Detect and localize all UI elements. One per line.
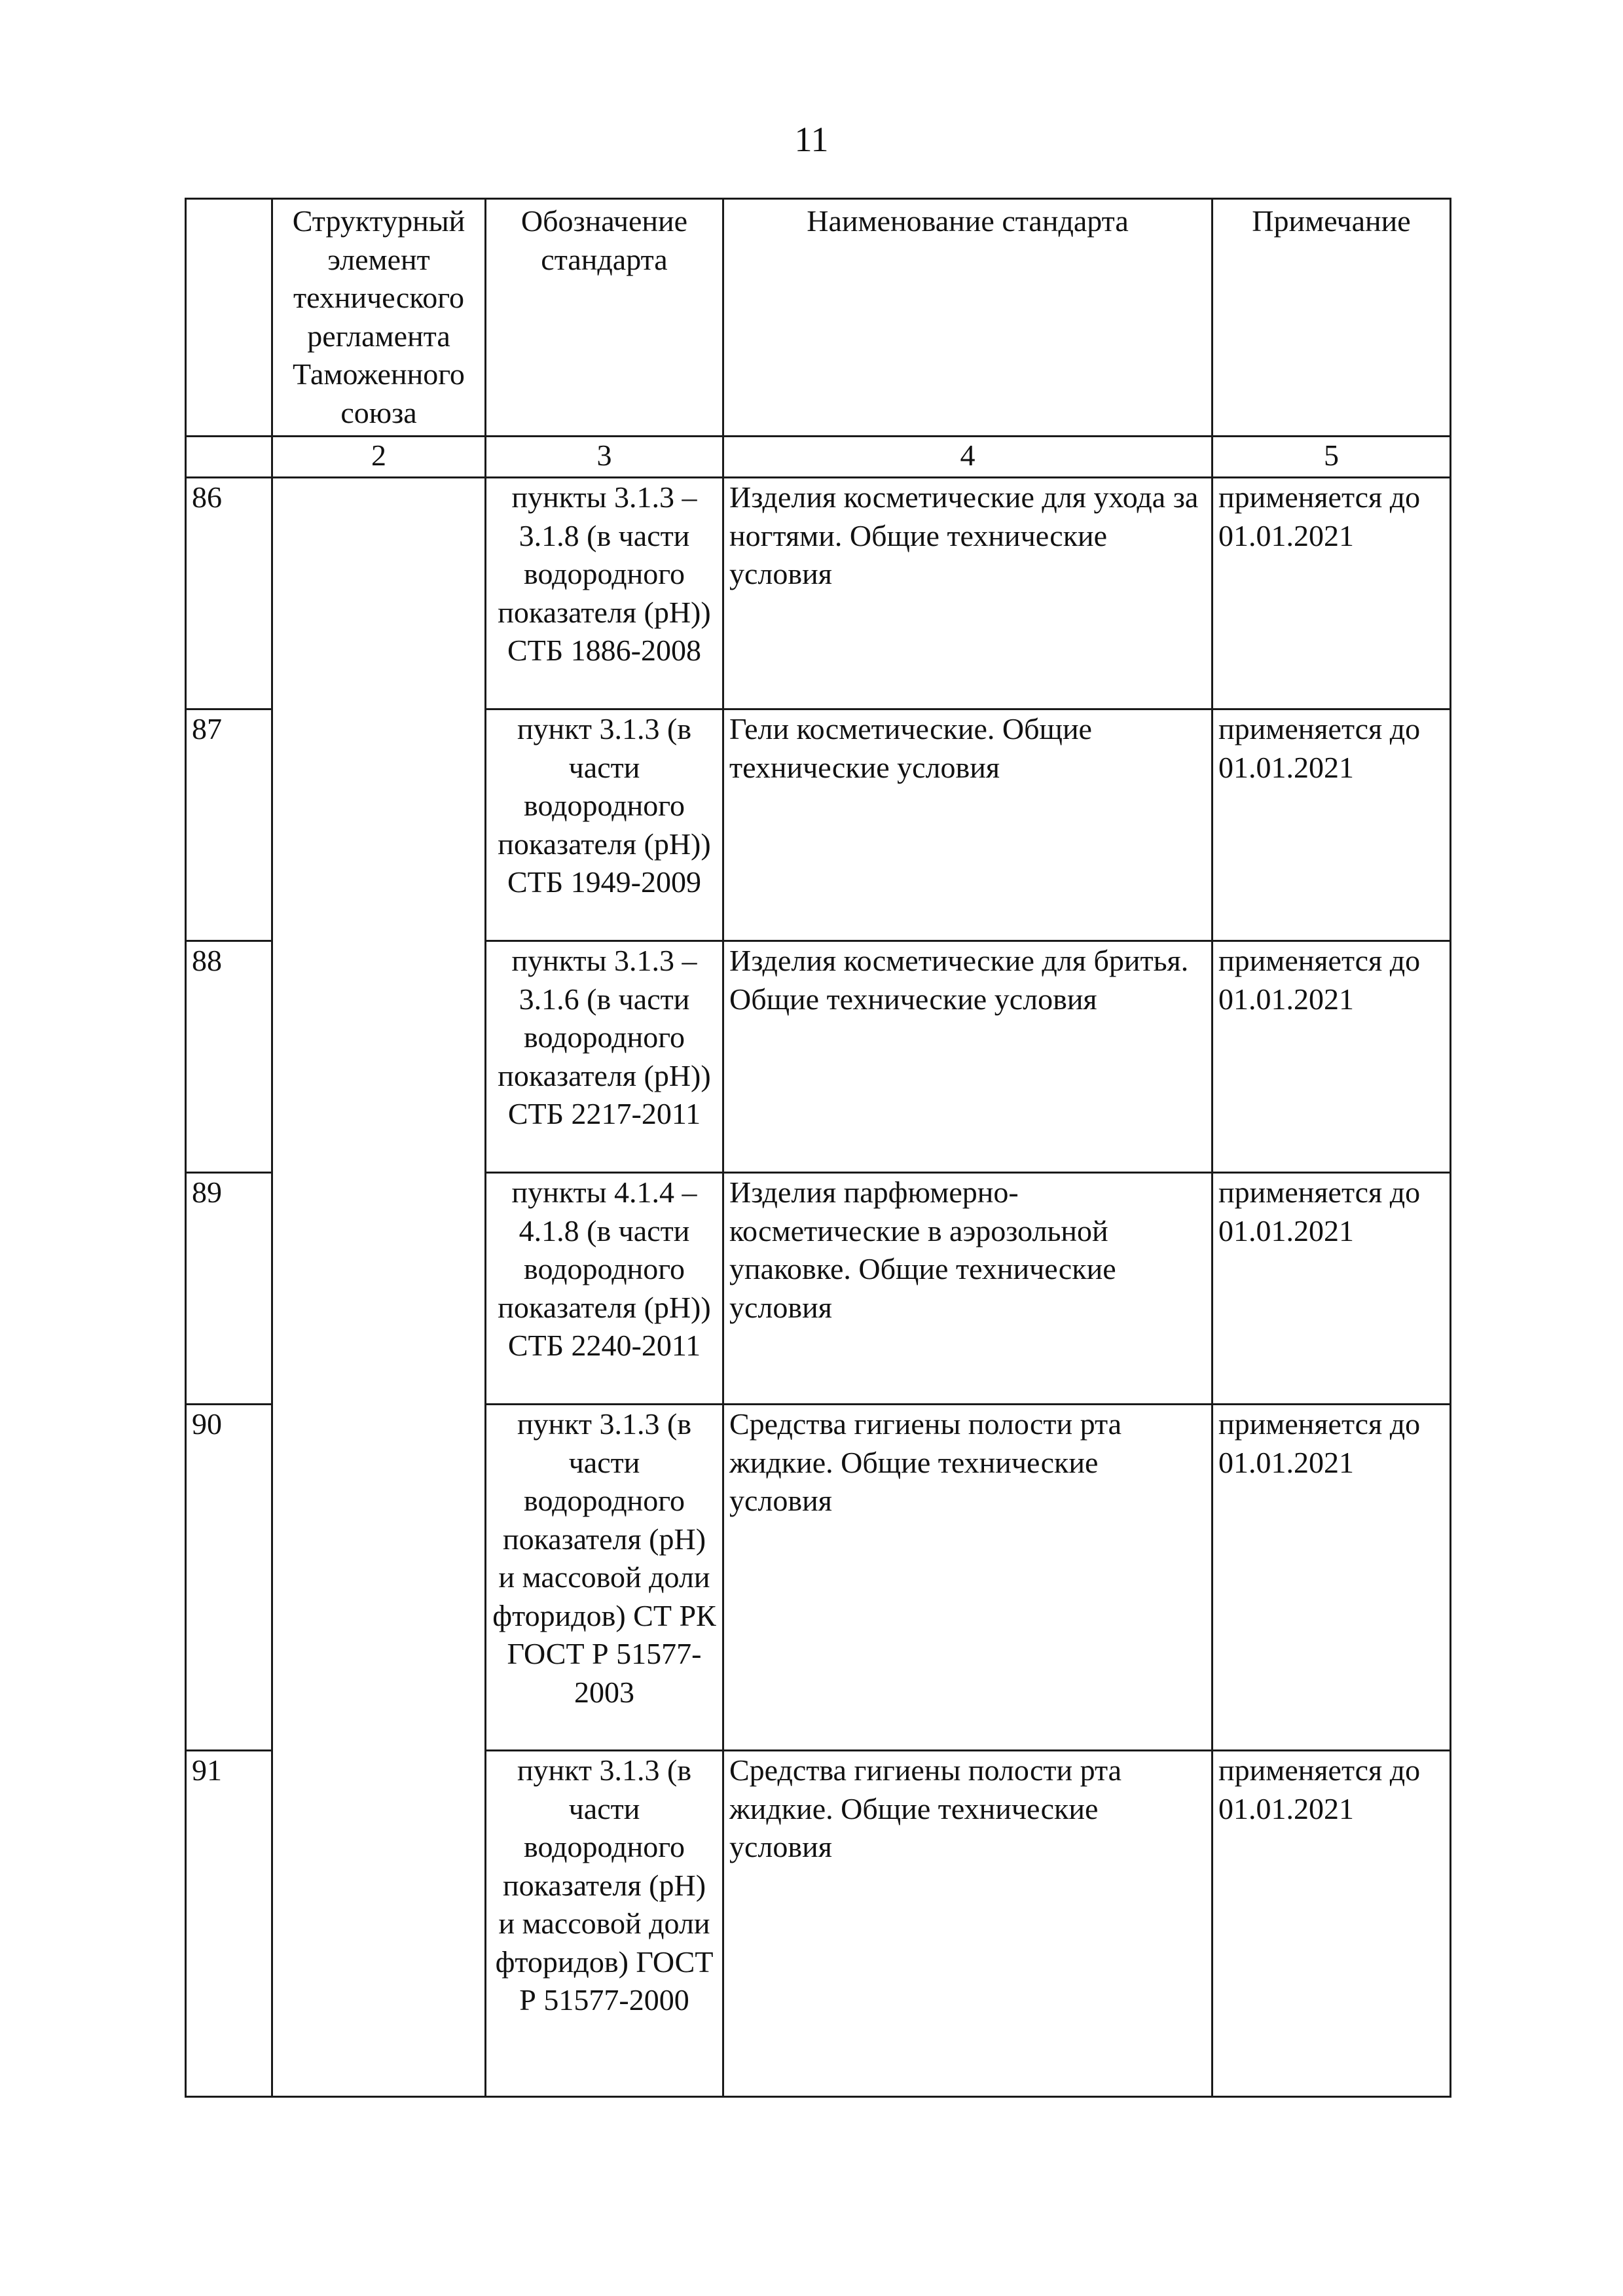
standard-note: применяется до 01.01.2021 — [1213, 1751, 1451, 2097]
standard-designation: пункты 4.1.4 – 4.1.8 (в части водородного показателя (рН)) СТБ 2240-2011 — [486, 1173, 723, 1405]
standard-name: Средства гигиены полости рта жидкие. Общие технические условия — [723, 1751, 1213, 2097]
column-number-4: 4 — [723, 437, 1213, 478]
standard-note: применяется до 01.01.2021 — [1213, 1405, 1451, 1751]
standard-name: Гели косметические. Общие технические условия — [723, 709, 1213, 941]
row-number: 88 — [186, 941, 272, 1173]
column-number-2: 2 — [272, 437, 486, 478]
row-number: 86 — [186, 478, 272, 709]
row-number: 91 — [186, 1751, 272, 2097]
structural-element-cell — [272, 478, 486, 2097]
row-number: 89 — [186, 1173, 272, 1405]
standard-name: Изделия косметические для бритья. Общие технические условия — [723, 941, 1213, 1173]
row-number: 90 — [186, 1405, 272, 1751]
standard-note: применяется до 01.01.2021 — [1213, 478, 1451, 709]
column-numbers-row — [186, 437, 1451, 478]
standard-name: Изделия косметические для ухода за ногтями. Общие технические условия — [723, 478, 1213, 709]
header-number-cell — [186, 199, 272, 437]
row-number: 87 — [186, 709, 272, 941]
table-row — [186, 478, 1451, 709]
standard-note: применяется до 01.01.2021 — [1213, 1173, 1451, 1405]
standard-name: Средства гигиены полости рта жидкие. Общие технические условия — [723, 1405, 1213, 1751]
header-standard-name: Наименование стандарта — [723, 199, 1213, 437]
page-number: 11 — [794, 120, 829, 159]
standard-designation: пункт 3.1.3 (в части водородного показателя (рН) и массовой доли фторидов) СТ РК ГОСТ Р 51577-2003 — [486, 1405, 723, 1751]
standards-table — [185, 198, 1451, 2098]
standard-designation: пункт 3.1.3 (в части водородного показателя (рН)) СТБ 1949-2009 — [486, 709, 723, 941]
standard-designation: пункты 3.1.3 – 3.1.8 (в части водородного показателя (рН)) СТБ 1886-2008 — [486, 478, 723, 709]
standard-name: Изделия парфюмерно-косметические в аэрозольной упаковке. Общие технические условия — [723, 1173, 1213, 1405]
standard-designation: пункт 3.1.3 (в части водородного показателя (рН) и массовой доли фторидов) ГОСТ Р 51577-2000 — [486, 1751, 723, 2097]
standard-designation: пункты 3.1.3 – 3.1.6 (в части водородного показателя (рН)) СТБ 2217-2011 — [486, 941, 723, 1173]
table-header-row — [186, 199, 1451, 437]
column-number-5: 5 — [1213, 437, 1451, 478]
standard-note: применяется до 01.01.2021 — [1213, 709, 1451, 941]
column-number-1 — [186, 437, 272, 478]
header-structural-element: Структурный элемент технического регламента Таможенного союза — [272, 199, 486, 437]
standard-note: применяется до 01.01.2021 — [1213, 941, 1451, 1173]
header-note: Примечание — [1213, 199, 1451, 437]
header-designation: Обозначение стандарта — [486, 199, 723, 437]
column-number-3: 3 — [486, 437, 723, 478]
